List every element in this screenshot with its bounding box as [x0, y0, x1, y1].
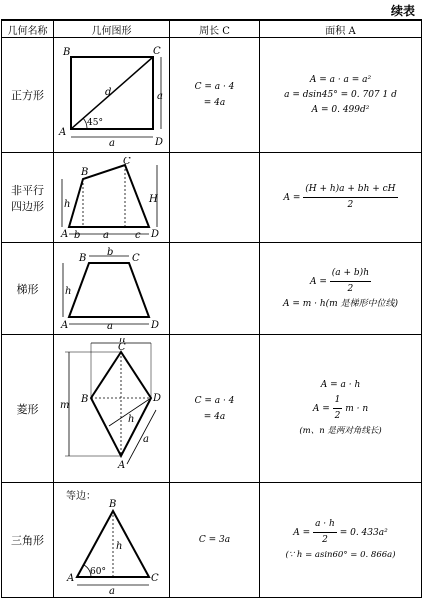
- shape-name: [2, 153, 54, 243]
- label-c: C: [152, 45, 161, 57]
- area-note: (m、n 是两对角线长): [299, 426, 382, 436]
- table-row: [2, 483, 422, 598]
- label-b: b: [106, 246, 113, 258]
- area-fraction: [330, 266, 371, 297]
- label-d: D: [152, 392, 161, 404]
- label-c: c: [134, 229, 141, 239]
- trapezoid-figure: [54, 243, 170, 335]
- area-line: A = a · a = a²: [309, 74, 372, 85]
- label-a: A: [117, 459, 125, 471]
- label-h: h: [115, 541, 122, 552]
- area-cell: [260, 335, 422, 483]
- denominator: 2: [347, 200, 354, 210]
- header-row: [2, 20, 422, 38]
- shape-name-line: 非平行: [11, 183, 44, 197]
- label-b-pt: B: [80, 166, 88, 178]
- label-b: B: [80, 393, 88, 405]
- perimeter-line: C = a · 4: [194, 395, 235, 406]
- perimeter-cell: [170, 153, 260, 243]
- denominator: 2: [347, 283, 354, 294]
- square-figure: [54, 38, 170, 153]
- label-side-bottom: a: [108, 137, 115, 148]
- label-h: h: [63, 198, 70, 210]
- area-prefix: A =: [283, 193, 301, 203]
- shape-name: 菱形: [2, 335, 54, 483]
- header-figure: 几何图形: [54, 20, 170, 38]
- area-fraction: [333, 393, 343, 424]
- label-m: m: [59, 399, 69, 411]
- shape-name: 梯形: [2, 243, 54, 335]
- area-cell: [260, 38, 422, 153]
- area-fraction: [303, 182, 397, 213]
- header-area: 面积 A: [260, 20, 422, 38]
- label-c: C: [150, 573, 159, 584]
- perimeter-cell: [170, 38, 260, 153]
- perimeter-line: C = 3a: [198, 535, 231, 545]
- label-a: a: [102, 229, 109, 239]
- perimeter-cell: [170, 483, 260, 598]
- triangle-note: 等边：: [66, 491, 96, 502]
- shape-name-line: 四边形: [11, 199, 44, 213]
- shape-name: 正方形: [2, 38, 54, 153]
- area-line: A = a · h: [320, 380, 361, 390]
- label-side-a: a: [142, 433, 149, 445]
- label-b: B: [62, 46, 70, 58]
- area-line: a = dsin45° = 0. 707 1 d: [284, 89, 397, 100]
- label-c-pt: C: [131, 252, 140, 264]
- area-cell: [260, 483, 422, 598]
- label-angle: 45°: [86, 117, 103, 128]
- label-a: a: [106, 320, 113, 331]
- table-row: [2, 153, 422, 243]
- label-a: A: [58, 126, 66, 138]
- label-n: n: [118, 337, 125, 345]
- header-name: 几何名称: [2, 20, 54, 38]
- header-perimeter: 周长 C: [170, 20, 260, 38]
- area-cell: [260, 243, 422, 335]
- area-suffix: m · n: [345, 404, 369, 414]
- label-c: C: [117, 341, 126, 353]
- perimeter-cell: [170, 335, 260, 483]
- perimeter-cell: [170, 243, 260, 335]
- area-prefix: A =: [310, 276, 327, 287]
- label-h: h: [64, 285, 71, 297]
- denominator: 2: [322, 535, 328, 545]
- label-big-h: H: [148, 193, 158, 205]
- label-b-pt: B: [78, 252, 86, 264]
- label-side-right: a: [156, 90, 163, 102]
- quadrilateral-figure: [54, 153, 170, 243]
- label-d-pt: D: [150, 228, 159, 239]
- table-row: [2, 335, 422, 483]
- numerator: (H + h)a + bh + cH: [303, 182, 397, 198]
- area-fraction: [313, 517, 337, 548]
- label-a-pt: A: [60, 228, 68, 239]
- area-cell: [260, 153, 422, 243]
- label-angle: 60°: [89, 567, 106, 577]
- table-row: [2, 243, 422, 335]
- label-h: h: [127, 413, 134, 425]
- numerator: a · h: [313, 517, 337, 533]
- label-diagonal: d: [104, 86, 111, 98]
- area-suffix: = 0. 433a²: [339, 528, 388, 538]
- area-prefix: A =: [293, 528, 311, 538]
- perimeter-line: C = a · 4: [194, 82, 235, 92]
- label-b: B: [108, 499, 116, 510]
- denominator: 2: [334, 411, 341, 421]
- label-a: A: [66, 573, 74, 584]
- area-line: A = m · h(m 是梯形中位线): [282, 298, 399, 309]
- numerator: 1: [333, 393, 343, 409]
- area-line: A = 0. 499d²: [311, 104, 370, 115]
- continued-label: 续表: [390, 4, 415, 18]
- geometry-table: [1, 19, 422, 598]
- perimeter-line: = 4a: [203, 98, 226, 108]
- numerator: (a + b)h: [330, 266, 371, 282]
- label-d-pt: D: [150, 319, 159, 331]
- label-a-pt: A: [60, 319, 68, 331]
- label-d: D: [154, 136, 163, 148]
- area-prefix: A =: [312, 404, 330, 414]
- rhombus-figure: [54, 335, 170, 483]
- label-a-side: a: [108, 586, 115, 597]
- shape-name: 三角形: [2, 483, 54, 598]
- area-line: (∵ h = asin60° = 0. 866a): [285, 550, 396, 560]
- triangle-figure: [54, 483, 170, 598]
- label-b: b: [73, 229, 80, 239]
- table-row: [2, 38, 422, 153]
- perimeter-line: = 4a: [203, 411, 226, 422]
- label-c-pt: C: [122, 156, 131, 167]
